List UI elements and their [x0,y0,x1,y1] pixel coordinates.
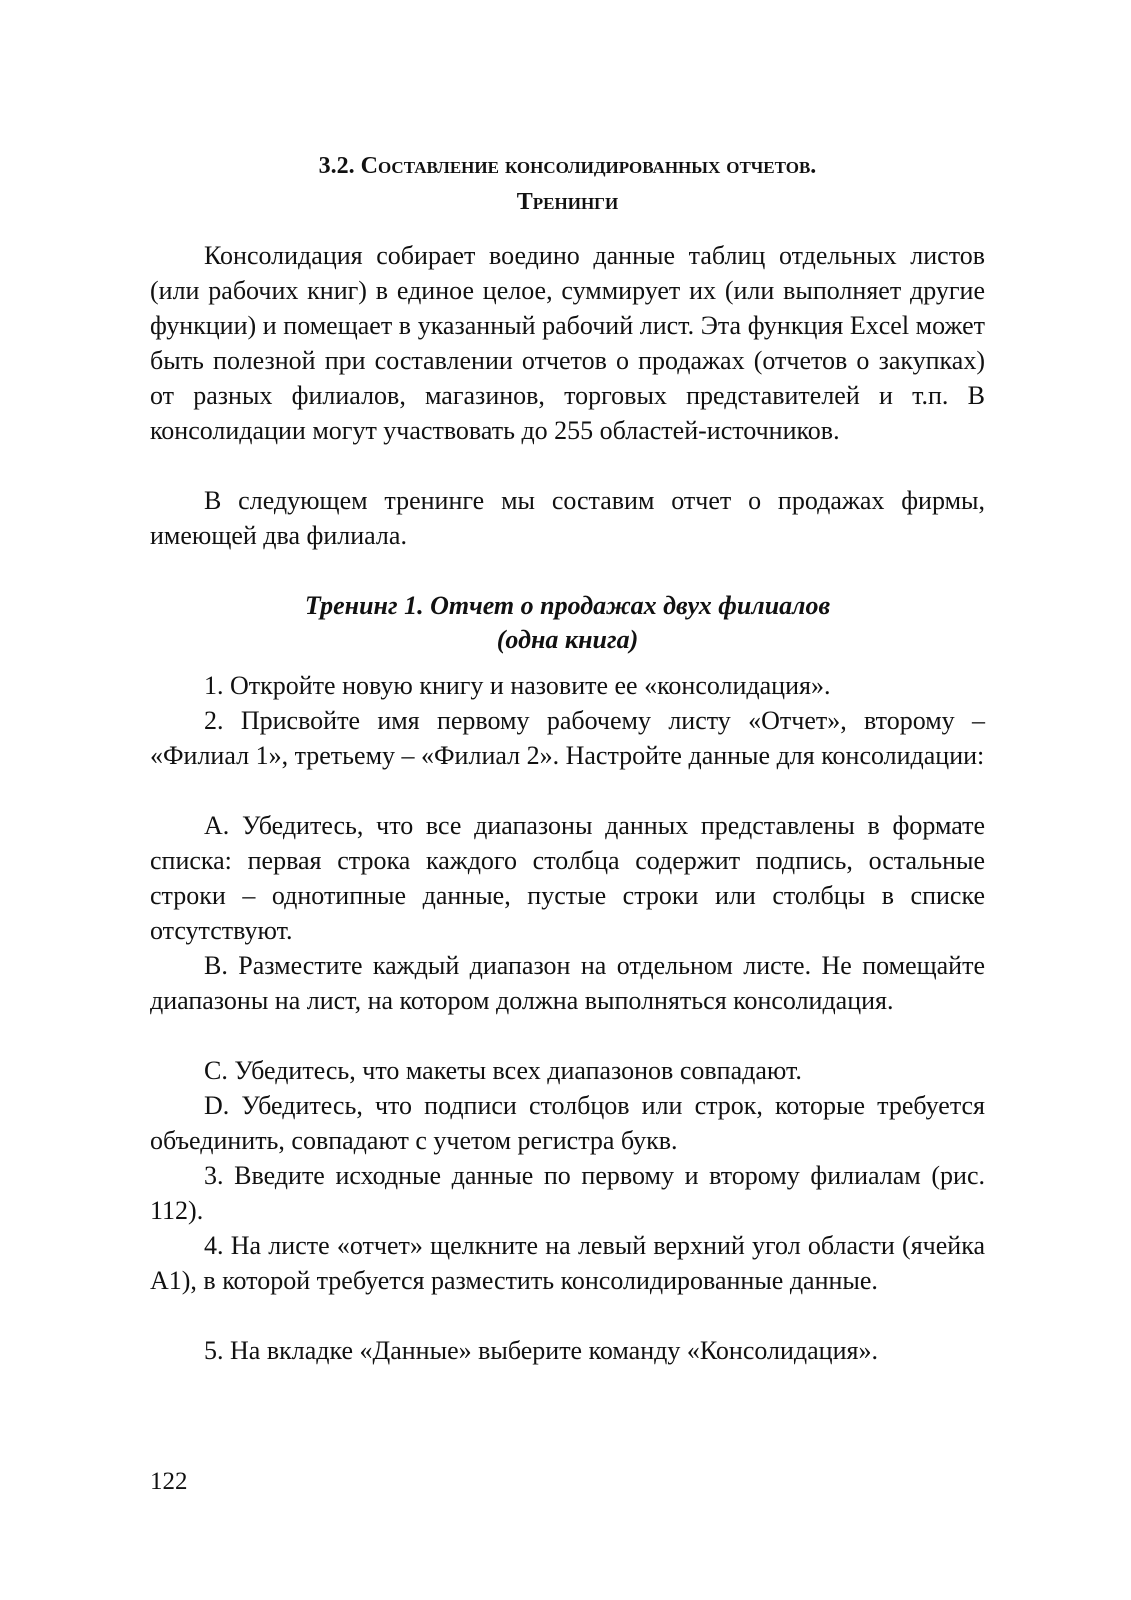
step-3: 3. Введите исходные данные по первому и второму филиалам (рис. 112). [150,1161,985,1225]
section-heading-line2: Тренинги [516,189,619,215]
step-2d: D. Убедитесь, что подписи столбцов или строк, которые требуется объединить, совпадают с учетом регистра букв. [150,1091,985,1155]
step-2c: C. Убедитесь, что макеты всех диапазонов совпадают. [204,1056,802,1085]
step-1: 1. Откройте новую книгу и назовите ее «консолидация». [204,671,831,700]
intro-paragraph-2: В следующем тренинге мы составим отчет о продажах фирмы, имеющей два филиала. [150,486,985,550]
page-number: 122 [150,1468,188,1495]
step-2b: B. Разместите каждый диапазон на отдельном листе. Не помещайте диапазоны на лист, на котором должна выполняться консолидация. [150,951,985,1015]
training-title-line1: Тренинг 1. Отчет о продажах двух филиалов [304,591,831,620]
step-2a: A. Убедитесь, что все диапазоны данных представлены в формате списка: первая строка каждого столбца содержит подпись, остальные строки – однотипные данные, пустые строки или столбцы в списке отсутствуют. [150,811,985,945]
section-heading-line1 [150,148,985,184]
step-2: 2. Присвойте имя первому рабочему листу «Отчет», второму – «Филиал 1», третьему – «Филиал 2». Настройте данные для консолидации: [150,706,985,770]
step-4: 4. На листе «отчет» щелкните на левый верхний угол области (ячейка A1), в которой требуется разместить консолидированные данные. [150,1231,985,1295]
intro-paragraph-1: Консолидация собирает воедино данные таблиц отдельных листов (или рабочих книг) в единое целое, суммирует их (или выполняет другие функции) и помещает в указанный рабочий лист. Эта функция Excel может быть полезной при составлении отчетов о продажах (отчетов о закупках) от разных филиалов, магазинов, торговых представителей и т.п. В консолидации могут участвовать до 255 областей-источников. [150,241,985,445]
step-5: 5. На вкладке «Данные» выберите команду «Консолидация». [204,1336,878,1365]
section-number: 3.2. [318,153,355,179]
training-title-line2: (одна книга) [496,625,639,654]
section-title: Составление консолидированных отчетов. [360,153,817,179]
